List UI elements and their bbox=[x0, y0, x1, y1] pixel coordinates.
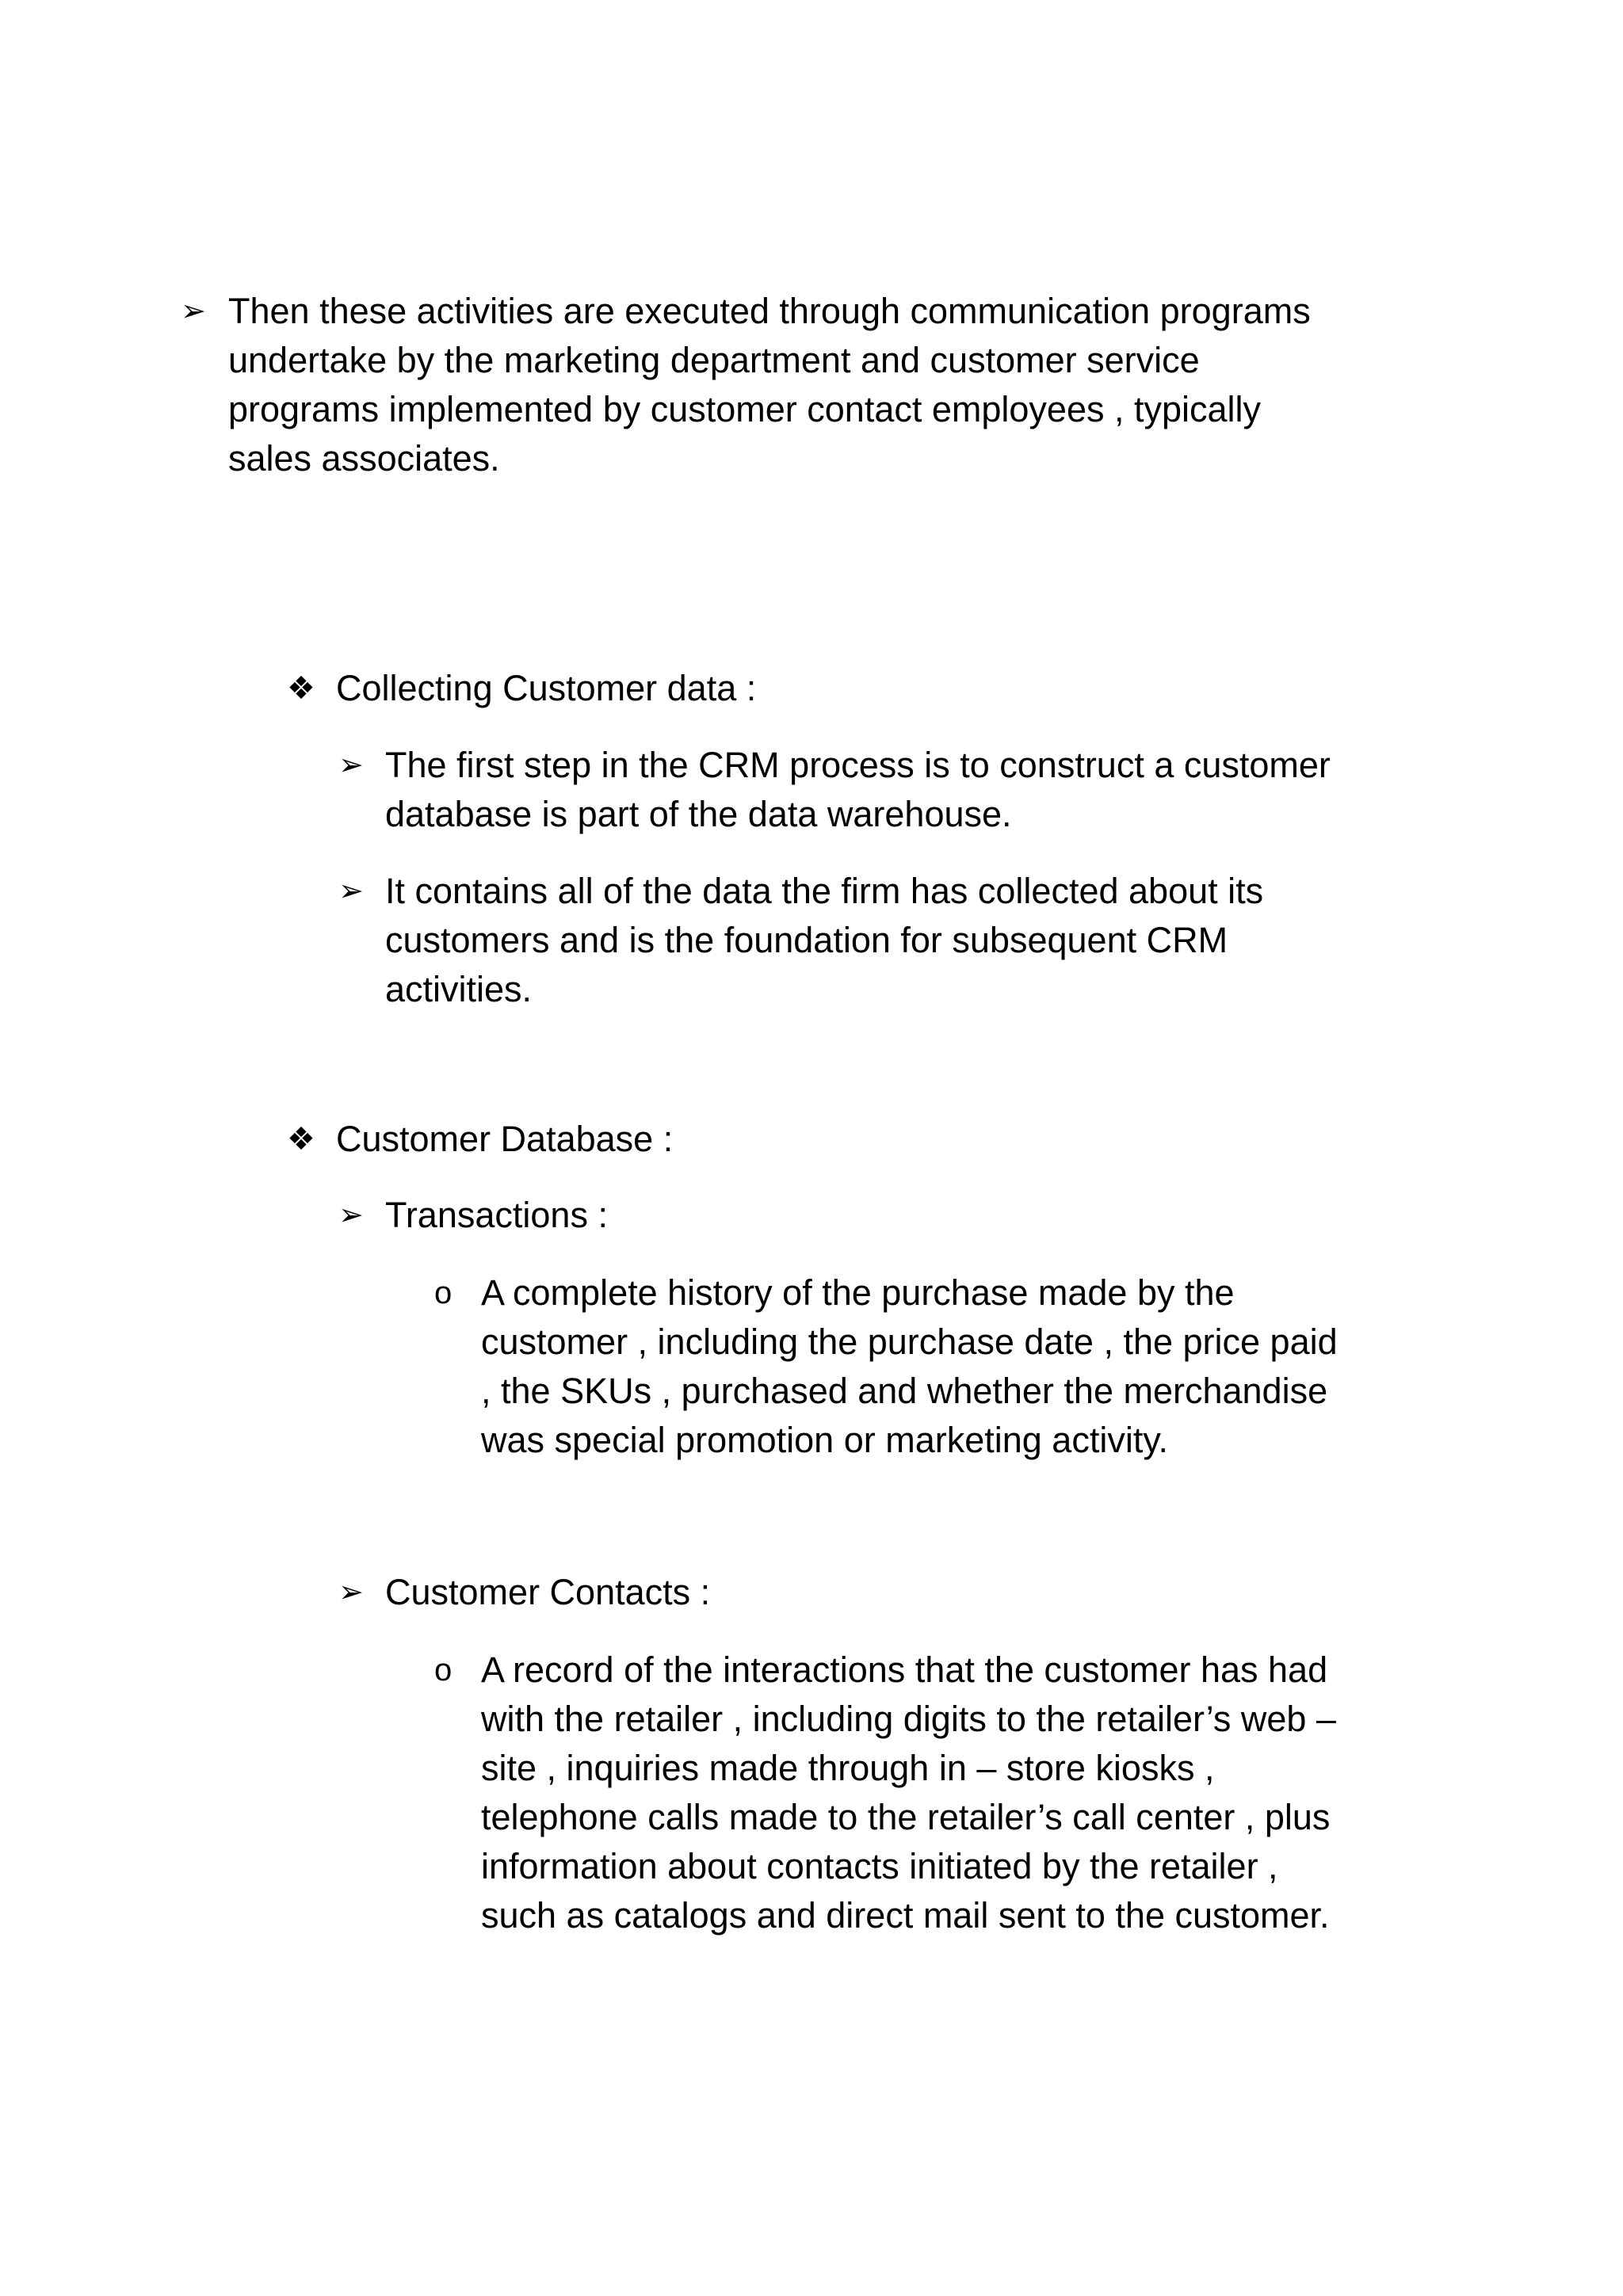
arrow-bullet-icon: ➢ bbox=[181, 295, 206, 328]
list-item-text bbox=[385, 867, 1263, 1014]
text-line: A record of the interactions that the customer has had bbox=[481, 1650, 1328, 1690]
arrow-bullet-icon: ➢ bbox=[338, 749, 364, 782]
subsection-title: Transactions : bbox=[385, 1195, 608, 1235]
list-item-text bbox=[385, 741, 1331, 839]
intro-list-item bbox=[0, 287, 1623, 485]
text-line: with the retailer , including digits to the retailer’s web – bbox=[481, 1699, 1336, 1739]
database-detail-item bbox=[0, 1646, 1623, 1940]
text-line: undertake by the marketing department and customer service bbox=[228, 340, 1200, 380]
text-line: was special promotion or marketing activity. bbox=[481, 1420, 1168, 1460]
database-heading-item bbox=[0, 1115, 1623, 1164]
text-line: activities. bbox=[385, 969, 533, 1009]
text-line: customer , including the purchase date , the price paid bbox=[481, 1322, 1338, 1362]
text-line: The first step in the CRM process is to construct a customer bbox=[385, 745, 1331, 785]
detail-paragraph bbox=[481, 1646, 1336, 1940]
arrow-bullet-icon: ➢ bbox=[338, 1199, 364, 1232]
intro-paragraph bbox=[228, 287, 1311, 483]
arrow-bullet-icon: ➢ bbox=[338, 1576, 364, 1609]
text-line: A complete history of the purchase made by the bbox=[481, 1272, 1235, 1313]
text-line: telephone calls made to the retailer’s call center , plus bbox=[481, 1797, 1331, 1837]
circle-bullet-icon: o bbox=[434, 1276, 453, 1310]
section-heading: Customer Database : bbox=[336, 1119, 674, 1159]
database-subheading-item bbox=[0, 1568, 1623, 1617]
diamond-bullet-icon: ❖ bbox=[287, 671, 315, 706]
diamond-bullet-icon: ❖ bbox=[287, 1122, 315, 1157]
text-line: such as catalogs and direct mail sent to the customer. bbox=[481, 1895, 1330, 1936]
collecting-list-item bbox=[0, 867, 1623, 1014]
collecting-list-item bbox=[0, 741, 1623, 839]
text-line: , the SKUs , purchased and whether the merchandise bbox=[481, 1371, 1328, 1411]
text-line: programs implemented by customer contact employees , typically bbox=[228, 389, 1262, 429]
database-detail-item bbox=[0, 1268, 1623, 1465]
arrow-bullet-icon: ➢ bbox=[338, 875, 364, 908]
text-line: It contains all of the data the firm has collected about its bbox=[385, 871, 1264, 911]
text-line: site , inquiries made through in – store kiosks , bbox=[481, 1748, 1215, 1788]
detail-paragraph bbox=[481, 1268, 1338, 1465]
text-line: Then these activities are executed through communication programs bbox=[228, 291, 1311, 331]
subsection-title: Customer Contacts : bbox=[385, 1572, 711, 1612]
text-line: customers and is the foundation for subsequent CRM bbox=[385, 920, 1228, 960]
circle-bullet-icon: o bbox=[434, 1653, 453, 1688]
section-heading: Collecting Customer data : bbox=[336, 668, 757, 708]
database-subheading-item bbox=[0, 1191, 1623, 1240]
collecting-heading-item bbox=[0, 664, 1623, 713]
text-line: database is part of the data warehouse. bbox=[385, 794, 1012, 834]
text-line: sales associates. bbox=[228, 438, 500, 479]
text-line: information about contacts initiated by the retailer , bbox=[481, 1846, 1278, 1886]
